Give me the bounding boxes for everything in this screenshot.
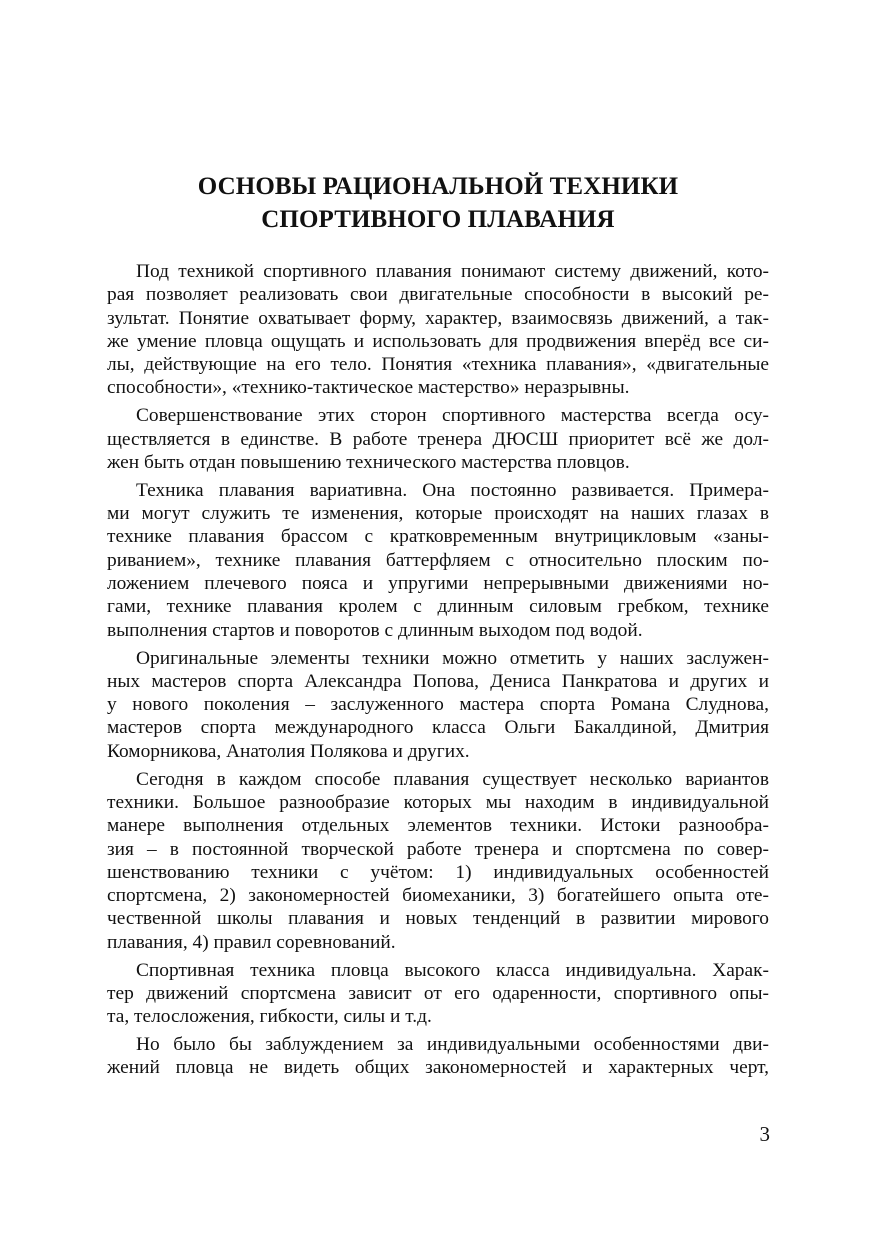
text-line: Оригинальные элементы техники можно отметить у наших заслужен- [136, 647, 769, 669]
text-line: зия – в постоянной творческой работе тренера и спортсмена по совер- [107, 838, 769, 860]
text-line: выполнения стартов и поворотов с длинным выходом под водой. [107, 619, 643, 641]
text-line: техники. Большое разнообразие которых мы находим в индивидуальной [107, 791, 769, 813]
text-line: та, телосложения, гибкости, силы и т.д. [107, 1006, 432, 1028]
text-line: манере выполнения отдельных элементов техники. Истоки разнообра- [107, 815, 769, 837]
page-number: 3 [759, 1122, 770, 1146]
paragraph-4 [107, 647, 769, 763]
text-line: спортсмена, 2) закономерностей биомеханики, 3) богатейшего опыта оте- [107, 885, 769, 907]
paragraph-2 [107, 404, 769, 474]
text-line: способности», «технико-тактическое мастерство» неразрывны. [107, 377, 630, 399]
body-text [107, 260, 769, 1084]
paragraph-5 [107, 768, 769, 954]
text-line: зультат. Понятие охватывает форму, характер, взаимосвязь движений, а так- [107, 307, 769, 329]
text-line: лы, действующие на его тело. Понятия «техника плавания», «двигательные [107, 354, 769, 376]
chapter-heading [100, 170, 776, 236]
paragraph-6 [107, 959, 769, 1029]
text-line: Под техникой спортивного плавания понимают систему движений, кото- [136, 261, 769, 282]
text-line: риванием», технике плавания баттерфляем с относительно плоским по- [107, 549, 769, 571]
text-line: же умение пловца ощущать и использовать для продвижения вперёд все си- [107, 330, 769, 352]
text-line: мастеров спорта международного класса Ольги Бакалдиной, Дмитрия [107, 717, 769, 739]
text-line: чественной школы плавания и новых тенденций в развитии мирового [107, 908, 769, 930]
text-line: технике плавания брассом с кратковременным внутрицикловым «заны- [107, 526, 769, 548]
text-line: Спортивная техника пловца высокого класса индивидуальна. Харак- [136, 959, 769, 981]
text-line: шенствованию техники с учётом: 1) индивидуальных особенностей [107, 861, 769, 883]
text-line: жен быть отдан повышению технического мастерства пловцов. [107, 451, 630, 473]
paragraph-7 [107, 1033, 769, 1080]
text-line: гами, технике плавания кролем с длинным силовым гребком, технике [107, 596, 769, 618]
text-line: ных мастеров спорта Александра Попова, Дениса Панкратова и других и [107, 670, 769, 692]
chapter-heading-line-2: СПОРТИВНОГО ПЛАВАНИЯ [261, 206, 615, 233]
text-line: Сегодня в каждом способе плавания существует несколько вариантов [136, 768, 769, 790]
text-line: Коморникова, Анатолия Полякова и других. [107, 740, 470, 762]
text-line: жений пловца не видеть общих закономерностей и характерных черт, [107, 1057, 769, 1079]
text-line: Но было бы заблуждением за индивидуальными особенностями дви- [136, 1034, 769, 1056]
text-line: Совершенствование этих сторон спортивного мастерства всегда осу- [136, 405, 769, 427]
text-line: Техника плавания вариативна. Она постоянно развивается. Примера- [136, 479, 769, 501]
paragraph-3 [107, 479, 769, 642]
text-line: ществляется в единстве. В работе тренера ДЮСШ приоритет всё же дол- [107, 428, 769, 450]
text-line: у нового поколения – заслуженного мастера спорта Романа Слуднова, [107, 694, 769, 716]
text-line: тер движений спортсмена зависит от его одаренности, спортивного опы- [107, 982, 769, 1004]
text-line: ложением плечевого пояса и упругими непрерывными движениями но- [107, 573, 769, 595]
text-line: рая позволяет реализовать свои двигательные способности в высокий ре- [107, 284, 769, 306]
paragraph-1 [107, 260, 769, 400]
text-line: ми могут служить те изменения, которые происходят на наших глазах в [107, 503, 769, 525]
text-line: плавания, 4) правил соревнований. [107, 931, 396, 953]
chapter-heading-line-1: ОСНОВЫ РАЦИОНАЛЬНОЙ ТЕХНИКИ [197, 173, 679, 200]
